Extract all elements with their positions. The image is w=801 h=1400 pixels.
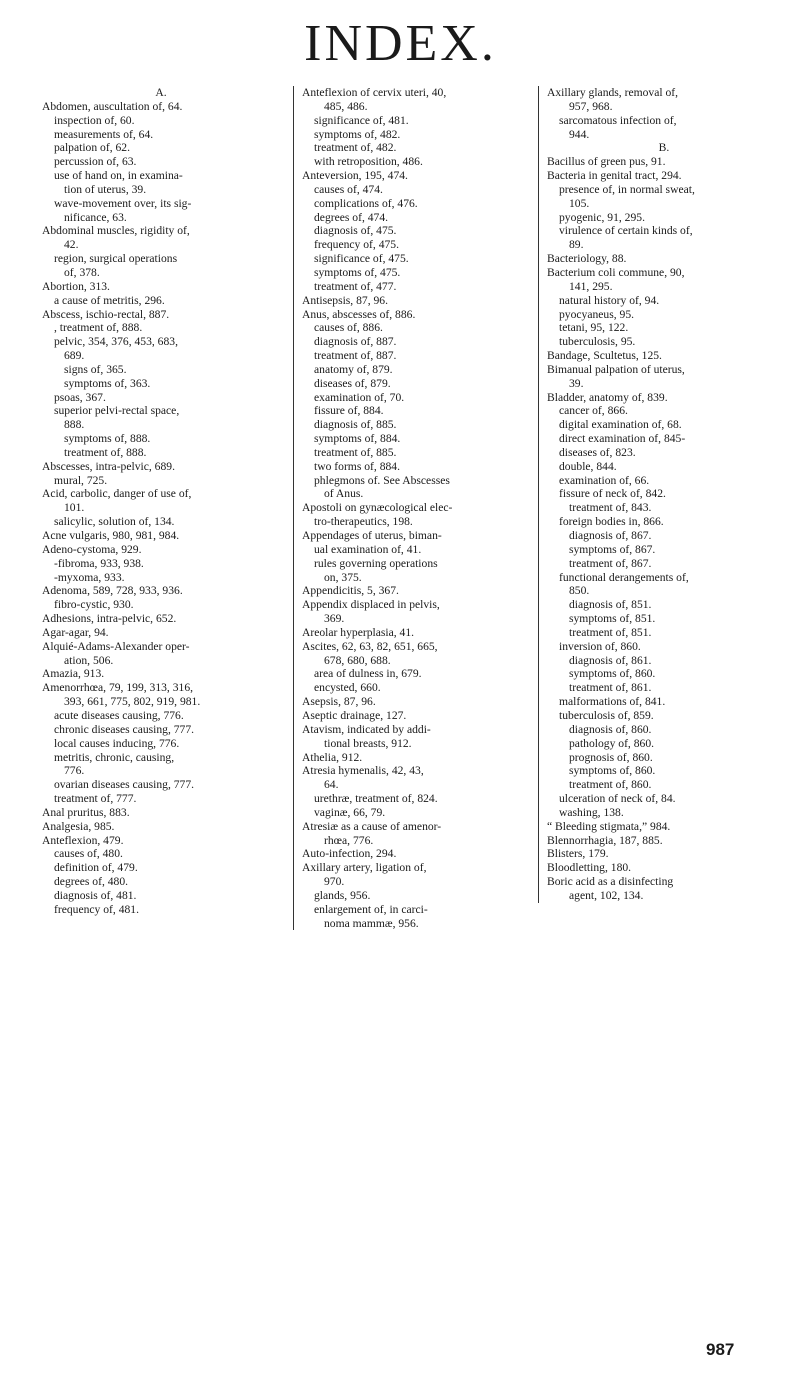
index-entry: Asepsis, 87, 96. [302,695,376,709]
index-entry: signs of, 365. [64,362,127,376]
index-entry: fissure of neck of, 842. [559,487,666,501]
index-entry: virulence of certain kinds of, [559,224,693,238]
index-entry: Anteversion, 195, 474. [302,169,408,183]
index-entry: frequency of, 481. [54,902,139,916]
index-entry: significance of, 481. [314,113,409,127]
index-entry: Areolar hyperplasia, 41. [302,625,415,639]
index-entry: palpation of, 62. [54,141,130,155]
page-number: 987 [706,1340,735,1359]
index-entry: prognosis of, 860. [569,750,653,764]
index-entry: pyocyaneus, 95. [559,307,635,321]
index-entry: pelvic, 354, 376, 453, 683, [54,335,178,349]
index-entry: encysted, 660. [314,681,381,695]
index-entry: Axillary glands, removal of, [547,86,679,99]
index-entry: causes of, 886. [314,321,383,335]
index-entry: Amenorrhœa, 79, 199, 313, 316, [42,681,194,695]
index-entry: Abscess, ischio-rectal, 887. [42,307,170,321]
index-entry: superior pelvi-rectal space, [54,404,180,418]
index-entry: significance of, 475. [314,252,409,266]
index-entry: measurements of, 64. [54,127,154,141]
index-entry: pathology of, 860. [569,736,655,750]
index-entry: percussion of, 63. [54,155,137,169]
index-entry: washing, 138. [559,805,624,819]
index-entry: 970. [324,875,345,889]
index-entry: complications of, 476. [314,196,418,210]
index-entry: treatment of, 777. [54,792,137,806]
index-entry: salicylic, solution of, 134. [54,515,175,529]
index-entry: sarcomatous infection of, [559,113,677,127]
index-entry: glands, 956. [314,888,371,902]
index-entry: ulceration of neck of, 84. [559,792,676,806]
index-entry: Appendicitis, 5, 367. [302,584,399,598]
index-entry: tro-therapeutics, 198. [314,515,413,529]
index-entry: 141, 295. [569,279,613,293]
index-entry: tuberculosis, 95. [559,335,636,349]
index-column-2 [293,86,540,930]
index-entry: of Anus. [324,487,364,501]
index-entry: Atresia hymenalis, 42, 43, [302,764,424,778]
index-entry: use of hand on, in examina- [54,169,183,183]
index-entry: 39. [569,376,584,390]
index-entry: cancer of, 866. [559,404,628,418]
index-entry: 89. [569,238,584,252]
section-letter-heading: B. [658,141,670,155]
index-entry: agent, 102, 134. [569,888,644,902]
index-entry: symptoms of, 884. [314,432,401,446]
index-entry: region, surgical operations [54,252,178,266]
index-entry: Bandage, Scultetus, 125. [547,349,662,363]
index-entry: wave-movement over, its sig- [54,196,192,210]
index-entry: treatment of, 887. [314,349,397,363]
index-entry: Adhesions, intra-pelvic, 652. [42,612,177,626]
index-entry: 393, 661, 775, 802, 919, 981. [64,695,201,709]
index-entry: Abortion, 313. [42,279,110,293]
index-entry: , treatment of, 888. [54,321,143,335]
index-entry: treatment of, 860. [569,778,652,792]
index-entry: area of dulness in, 679. [314,667,422,681]
index-entry: definition of, 479. [54,861,138,875]
index-entry: frequency of, 475. [314,238,399,252]
index-entry: symptoms of, 867. [569,542,656,556]
index-entry: diagnosis of, 885. [314,418,397,432]
index-entry: malformations of, 841. [559,695,666,709]
index-entry: a cause of metritis, 296. [54,293,165,307]
index-entry: nificance, 63. [64,210,127,224]
index-entry: 850. [569,584,590,598]
index-entry: Bacteriology, 88. [547,252,627,266]
index-entry: 64. [324,778,339,792]
index-entry: treatment of, 885. [314,445,397,459]
index-entry: pyogenic, 91, 295. [559,210,645,224]
index-entry: vaginæ, 66, 79. [314,805,386,819]
index-entry: Anteflexion, 479. [42,833,124,847]
index-entry: examination of, 66. [559,473,650,487]
index-entry: “ Bleeding stigmata,” 984. [547,819,671,833]
index-entry: -myxoma, 933. [54,570,125,584]
index-entry: diagnosis of, 861. [569,653,652,667]
index-entry: Adeno-cystoma, 929. [42,542,142,556]
index-entry: Axillary artery, ligation of, [302,861,427,875]
index-entry: tion of uterus, 39. [64,182,147,196]
index-entry: phlegmons of. See Abscesses [314,473,450,487]
index-entry: foreign bodies in, 866. [559,515,664,529]
index-entry: inspection of, 60. [54,113,135,127]
index-entry: 42. [64,238,79,252]
index-entry: Appendix displaced in pelvis, [302,598,440,612]
index-entry: Analgesia, 985. [42,819,115,833]
index-entry: Blennorrhagia, 187, 885. [547,833,663,847]
index-entry: diseases of, 823. [559,445,636,459]
index-entry: Boric acid as a disinfecting [547,875,674,889]
index-entry: metritis, chronic, causing, [54,750,175,764]
index-entry: Anus, abscesses of, 886. [302,307,416,321]
index-entry: Anteflexion of cervix uteri, 40, [302,86,447,99]
index-entry: degrees of, 474. [314,210,389,224]
index-entry: causes of, 474. [314,182,383,196]
page-title: INDEX. [304,15,497,72]
index-entry: causes of, 480. [54,847,123,861]
index-entry: Anal pruritus, 883. [42,805,130,819]
index-entry: Alquié-Adams-Alexander oper- [42,639,190,653]
index-entry: diagnosis of, 851. [569,598,652,612]
index-entry: symptoms of, 860. [569,764,656,778]
index-entry: treatment of, 477. [314,279,397,293]
index-entry: Abdominal muscles, rigidity of, [42,224,190,238]
index-entry: Bacterium coli commune, 90, [547,265,685,279]
index-entry: diagnosis of, 475. [314,224,397,238]
index-entry: symptoms of, 482. [314,127,401,141]
index-entry: treatment of, 867. [569,556,652,570]
index-entry: Acne vulgaris, 980, 981, 984. [42,529,180,542]
index-entry: 957, 968. [569,99,613,113]
index-entry: Blisters, 179. [547,847,609,861]
index-entry: Bacillus of green pus, 91. [547,155,666,169]
index-entry: rhœa, 776. [324,833,374,847]
index-entry: 678, 680, 688. [324,653,391,667]
index-entry: treatment of, 851. [569,625,652,639]
index-entry: treatment of, 482. [314,141,397,155]
index-entry: Apostoli on gynæcological elec- [302,501,453,515]
index-entry: psoas, 367. [54,390,106,404]
index-entry: ual examination of, 41. [314,542,422,556]
index-entry: noma mammæ, 956. [324,916,419,930]
index-entry: diseases of, 879. [314,376,391,390]
index-entry: fissure of, 884. [314,404,384,418]
index-entry: inversion of, 860. [559,639,641,653]
index-entry: symptoms of, 851. [569,612,656,626]
index-entry: rules governing operations [314,556,438,570]
index-entry: ovarian diseases causing, 777. [54,778,195,792]
index-entry: mural, 725. [54,473,108,487]
index-entry: natural history of, 94. [559,293,660,307]
index-entry: digital examination of, 68. [559,418,682,432]
index-column-3 [538,86,781,903]
index-entry: Bladder, anatomy of, 839. [547,390,668,404]
index-entry: 888. [64,418,85,432]
index-entry: treatment of, 843. [569,501,652,515]
index-entry: 369. [324,612,345,626]
index-entry: symptoms of, 888. [64,432,151,446]
index-entry: 101. [64,501,85,515]
index-entry: degrees of, 480. [54,875,129,889]
index-entry: presence of, in normal sweat, [559,182,695,196]
index-entry: symptoms of, 860. [569,667,656,681]
index-entry: Abdomen, auscultation of, 64. [42,99,183,113]
index-entry: on, 375. [324,570,362,584]
index-entry: treatment of, 888. [64,445,147,459]
index-entry: examination of, 70. [314,390,405,404]
index-entry: Athelia, 912. [302,750,363,764]
index-entry: ation, 506. [64,653,114,667]
index-entry: of, 378. [64,265,100,279]
index-entry: local causes inducing, 776. [54,736,180,750]
index-entry: treatment of, 861. [569,681,652,695]
index-entry: diagnosis of, 860. [569,722,652,736]
index-entry: Ascites, 62, 63, 82, 651, 665, [302,639,438,653]
index-entry: Adenoma, 589, 728, 933, 936. [42,584,183,598]
index-entry: Acid, carbolic, danger of use of, [42,487,192,501]
index-entry: 689. [64,349,85,363]
index-entry: Abscesses, intra-pelvic, 689. [42,459,175,473]
index-entry: Atavism, indicated by addi- [302,722,431,736]
index-entry: 944. [569,127,590,141]
index-entry: symptoms of, 475. [314,265,401,279]
index-entry: direct examination of, 845- [559,432,686,446]
index-entry: 485, 486. [324,99,368,113]
index-entry: Atresiæ as a cause of amenor- [302,819,442,833]
index-entry: diagnosis of, 867. [569,529,652,542]
index-entry: Bacteria in genital tract, 294. [547,169,682,183]
section-letter-heading: A. [155,86,167,99]
index-entry: urethræ, treatment of, 824. [314,792,438,806]
index-entry: Antisepsis, 87, 96. [302,293,388,307]
index-entry: 776. [64,764,85,778]
index-entry: two forms of, 884. [314,459,400,473]
index-entry: double, 844. [559,459,617,473]
index-entry: Agar-agar, 94. [42,625,109,639]
index-entry: anatomy of, 879. [314,362,393,376]
index-entry: fibro-cystic, 930. [54,598,134,612]
index-entry: Appendages of uterus, biman- [302,529,442,542]
index-entry: acute diseases causing, 776. [54,708,184,722]
index-entry: Auto-infection, 294. [302,847,397,861]
index-entry: enlargement of, in carci- [314,902,428,916]
index-entry: chronic diseases causing, 777. [54,722,195,736]
index-entry: Bloodletting, 180. [547,861,632,875]
index-entry: with retroposition, 486. [314,155,423,169]
index-column-1 [42,86,280,917]
index-entry: 105. [569,196,590,210]
index-entry: diagnosis of, 481. [54,888,137,902]
index-entry: tetani, 95, 122. [559,321,629,335]
index-entry: tional breasts, 912. [324,736,412,750]
index-entry: diagnosis of, 887. [314,335,397,349]
index-entry: symptoms of, 363. [64,376,151,390]
index-entry: Aseptic drainage, 127. [302,708,407,722]
index-entry: functional derangements of, [559,570,689,584]
index-entry: Amazia, 913. [42,667,105,681]
index-entry: Bimanual palpation of uterus, [547,362,685,376]
index-entry: tuberculosis of, 859. [559,708,654,722]
index-entry: -fibroma, 933, 938. [54,556,144,570]
